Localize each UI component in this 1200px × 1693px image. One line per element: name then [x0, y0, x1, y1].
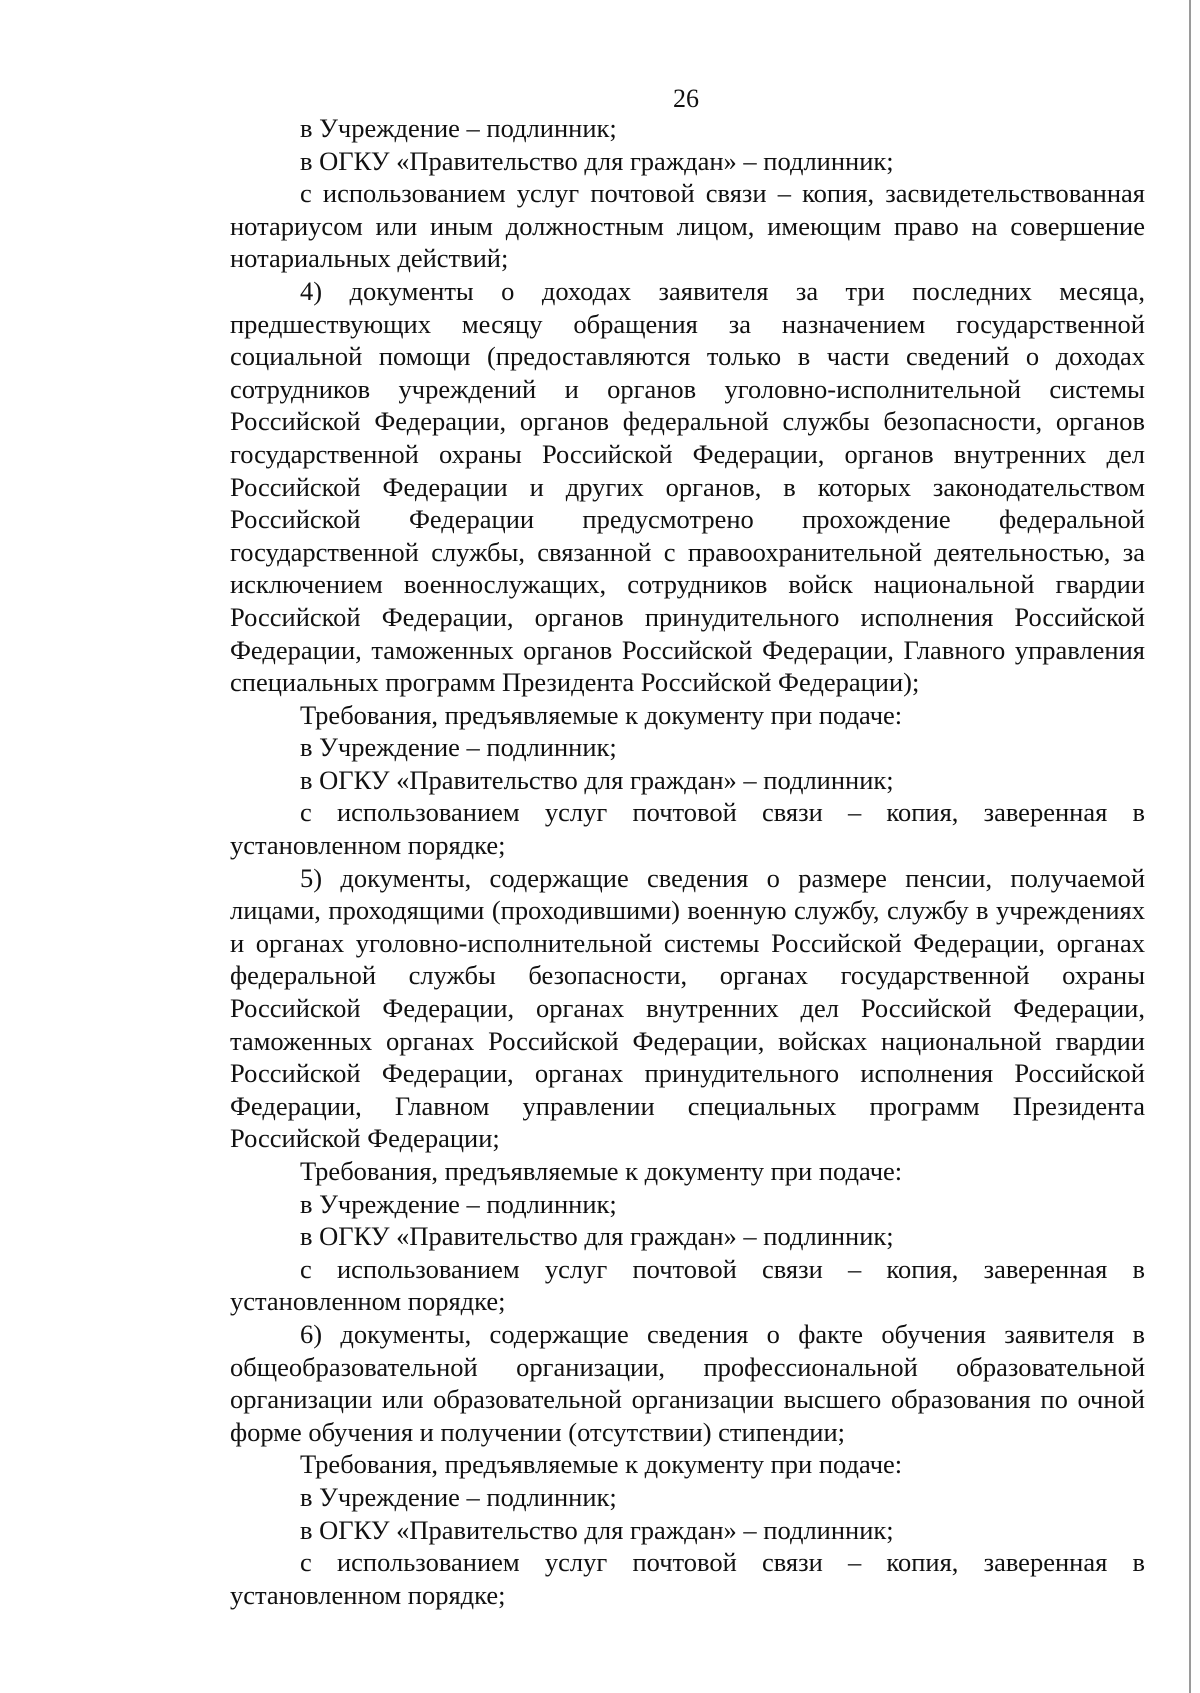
paragraph-17: в ОГКУ «Правительство для граждан» – подлинник;	[300, 1514, 894, 1545]
paragraph-1: в Учреждение – подлинник;	[300, 113, 617, 143]
paragraph-7: в ОГКУ «Правительство для граждан» – подлинник;	[300, 764, 894, 795]
paragraph-10: Требования, предъявляемые к документу при подаче:	[300, 1156, 903, 1186]
paragraph-8: с использованием услуг почтовой связи – копия, заверенная в установленном порядке;	[230, 797, 1145, 861]
scan-edge-line	[1189, 0, 1191, 1693]
paragraph-14: 6) документы, содержащие сведения о факте обучения заявителя в общеобразовательной организации, профессиональной образовательной организации или образовательной организации высшего образования по очной форме обучения и получении (отсутствии) стипендии;	[230, 1318, 1145, 1447]
paragraph-13: с использованием услуг почтовой связи – копия, заверенная в установленном порядке;	[230, 1253, 1145, 1317]
page-number: 26	[673, 84, 699, 113]
paragraph-4: 4) документы о доходах заявителя за три последних месяца, предшествующих месяцу обращения за назначением государственной социальной помощи (предоставляются только в части сведений о доходах сотрудников учреждений и органов уголовно-исполнительной системы Российской Федерации, органов федеральной службы безопасности, органов государственной охраны Российской Федерации, органов внутренних дел Российской Федерации и других органов, в которых законодательством Российской Федерации предусмотрено прохождение федеральной государственной службы, связанной с правоохранительной деятельностью, за исключением военнослужащих, сотрудников войск национальной гвардии Российской Федерации, органов принудительного исполнения Российской Федерации, таможенных органов Российской Федерации, Главного управления специальных программ Президента Российской Федерации);	[230, 275, 1145, 698]
paragraph-18: с использованием услуг почтовой связи – копия, заверенная в установленном порядке;	[230, 1547, 1145, 1610]
paragraph-2: в ОГКУ «Правительство для граждан» – подлинник;	[300, 145, 894, 176]
paragraph-11: в Учреждение – подлинник;	[300, 1188, 617, 1219]
paragraph-5: Требования, предъявляемые к документу при подаче:	[300, 699, 903, 730]
paragraph-16: в Учреждение – подлинник;	[300, 1481, 617, 1512]
paragraph-12: в ОГКУ «Правительство для граждан» – подлинник;	[300, 1221, 894, 1252]
document-body	[230, 112, 1145, 1611]
paragraph-9: 5) документы, содержащие сведения о размере пенсии, получаемой лицами, проходящими (проходившими) военную службу, службу в учреждениях и органах уголовно-исполнительной системы Российской Федерации, органах федеральной службы безопасности, органах государственной охраны Российской Федерации, органах внутренних дел Российской Федерации, таможенных органах Российской Федерации, войсках национальной гвардии Российской Федерации, органах принудительного исполнения Российской Федерации, Главном управлении специальных программ Президента Российской Федерации;	[230, 862, 1145, 1154]
paragraph-15: Требования, предъявляемые к документу при подаче:	[300, 1449, 903, 1480]
paragraph-6: в Учреждение – подлинник;	[300, 732, 617, 763]
paragraph-3: с использованием услуг почтовой связи – копия, засвидетельствованная нотариусом или иным должностным лицом, имеющим право на совершение нотариальных действий;	[230, 178, 1145, 274]
